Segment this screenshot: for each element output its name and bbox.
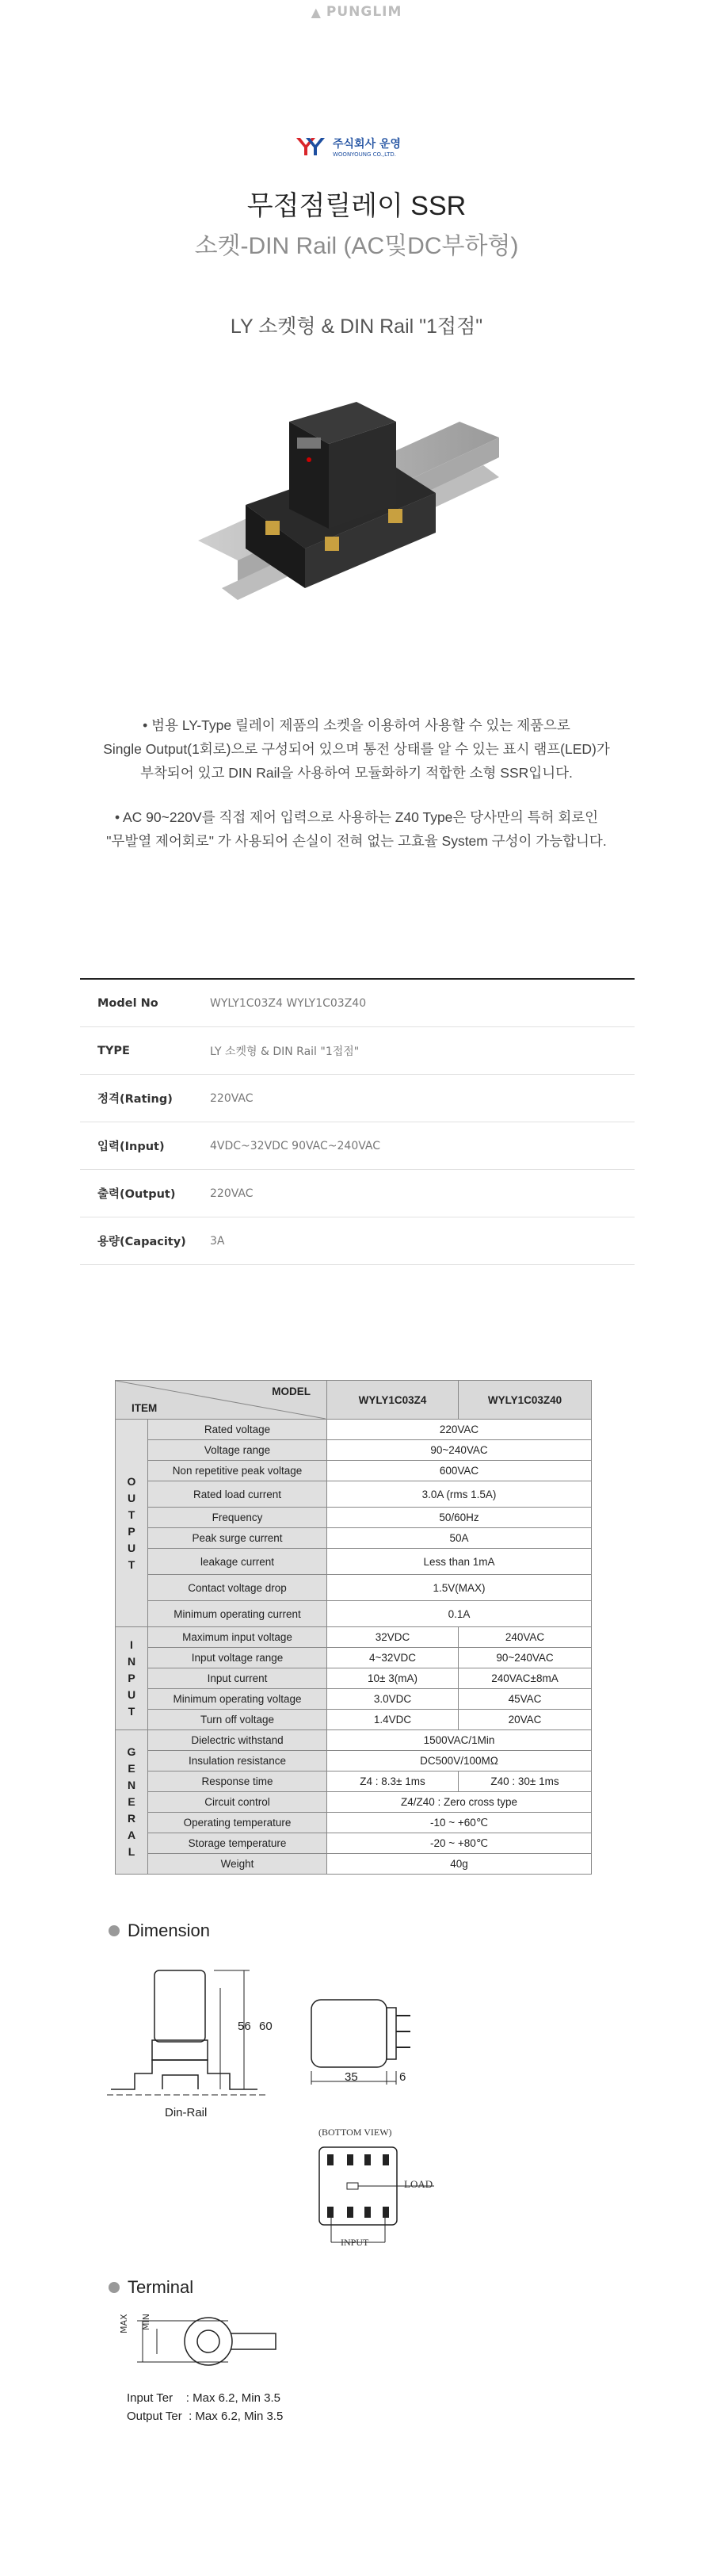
row-value: Z4 : 8.3± 1ms bbox=[327, 1771, 459, 1792]
brand-name: PUNGLIM bbox=[326, 4, 402, 20]
spec-value: WYLY1C03Z4 WYLY1C03Z40 bbox=[210, 996, 367, 1010]
row-value: 40g bbox=[327, 1854, 592, 1875]
row-label: Dielectric withstand bbox=[148, 1730, 327, 1751]
logo-english: WOONYOUNG CO.,LTD. bbox=[333, 151, 396, 158]
table-header-col1: WYLY1C03Z4 bbox=[327, 1381, 459, 1420]
product-heading: LY 소켓형 & DIN Rail "1접점" bbox=[230, 315, 483, 338]
bottom-view-drawing bbox=[315, 2143, 474, 2270]
row-label: Minimum operating voltage bbox=[148, 1689, 327, 1710]
description-line: 부착되어 있고 DIN Rail을 사용하여 모듈화하기 적합한 소형 SSR입니다. bbox=[140, 765, 573, 781]
spec-value: 3A bbox=[210, 1234, 225, 1248]
table-row bbox=[116, 1601, 592, 1627]
row-value: 0.1A bbox=[327, 1601, 592, 1627]
spec-value: 220VAC bbox=[210, 1091, 254, 1105]
row-label: Response time bbox=[148, 1771, 327, 1792]
logo-korean: 주식회사 운영 bbox=[333, 138, 402, 151]
description-line: • AC 90~220V를 직접 제어 입력으로 사용하는 Z40 Type은 당사만의 특허 회로인 bbox=[114, 809, 599, 825]
dimension-title: Dimension bbox=[128, 1921, 210, 1940]
input-label: INPUT bbox=[341, 2237, 369, 2248]
row-label: Contact voltage drop bbox=[148, 1575, 327, 1601]
row-value: -20 ~ +80℃ bbox=[327, 1833, 592, 1854]
table-row bbox=[116, 1461, 592, 1481]
table-row bbox=[116, 1833, 592, 1854]
spec-key: 정격(Rating) bbox=[97, 1093, 173, 1106]
row-value: Z40 : 30± 1ms bbox=[459, 1771, 592, 1792]
terminal-max-label: MAX bbox=[119, 2314, 129, 2333]
dim-w1-label: 35 bbox=[345, 2070, 358, 2084]
row-value: 240VAC bbox=[459, 1627, 592, 1648]
row-label: Insulation resistance bbox=[148, 1751, 327, 1771]
brand-icon: ▲ bbox=[311, 4, 322, 20]
dimension-section-title bbox=[109, 1921, 210, 1941]
table-row bbox=[116, 1549, 592, 1575]
bullet-dot-icon bbox=[109, 1925, 120, 1936]
brand-header bbox=[0, 0, 713, 24]
row-label: Voltage range bbox=[148, 1440, 327, 1461]
row-value: Z4/Z40 : Zero cross type bbox=[327, 1792, 592, 1813]
row-value: 50A bbox=[327, 1528, 592, 1549]
row-value: 20VAC bbox=[459, 1710, 592, 1730]
row-label: Weight bbox=[148, 1854, 327, 1875]
row-value: 50/60Hz bbox=[327, 1508, 592, 1528]
table-row bbox=[116, 1420, 592, 1440]
row-value: 4~32VDC bbox=[327, 1648, 459, 1668]
spec-row bbox=[80, 1217, 635, 1265]
bullet-dot-icon bbox=[109, 2282, 120, 2293]
table-row bbox=[116, 1440, 592, 1461]
terminal-drawing bbox=[125, 2307, 299, 2378]
row-value: 240VAC±8mA bbox=[459, 1668, 592, 1689]
table-row bbox=[116, 1627, 592, 1648]
row-value: 1500VAC/1Min bbox=[327, 1730, 592, 1751]
row-value: -10 ~ +60℃ bbox=[327, 1813, 592, 1833]
page-subtitle: 소켓-DIN Rail (AC및DC부하형) bbox=[194, 233, 519, 259]
spec-row bbox=[80, 1027, 635, 1075]
table-row bbox=[116, 1710, 592, 1730]
group-label-input: I N P U T bbox=[116, 1627, 148, 1730]
table-row bbox=[116, 1648, 592, 1668]
row-label: Circuit control bbox=[148, 1792, 327, 1813]
spec-row bbox=[80, 1122, 635, 1170]
description-line: "무발열 제어회로" 가 사용되어 손실이 전혀 없는 고효율 System 구성이 가능합니다. bbox=[106, 833, 607, 849]
table-row bbox=[116, 1792, 592, 1813]
row-value: 90~240VAC bbox=[459, 1648, 592, 1668]
row-value: 220VAC bbox=[327, 1420, 592, 1440]
terminal-section-title bbox=[109, 2277, 193, 2298]
table-row bbox=[116, 1813, 592, 1833]
table-row bbox=[116, 1854, 592, 1875]
row-label: Maximum input voltage bbox=[148, 1627, 327, 1648]
row-value: 10± 3(mA) bbox=[327, 1668, 459, 1689]
spec-key: 입력(Input) bbox=[97, 1141, 165, 1153]
table-row bbox=[116, 1481, 592, 1508]
row-value: 3.0VDC bbox=[327, 1689, 459, 1710]
description-line: Single Output(1회로)으로 구성되어 있으며 통전 상태를 알 수 있는 표시 램프(LED)가 bbox=[103, 741, 610, 757]
row-label: Non repetitive peak voltage bbox=[148, 1461, 327, 1481]
terminal-output-spec: Output Ter : Max 6.2, Min 3.5 bbox=[127, 2410, 284, 2423]
spec-row bbox=[80, 1075, 635, 1122]
spec-key: 용량(Capacity) bbox=[97, 1236, 186, 1248]
table-header-col2: WYLY1C03Z40 bbox=[459, 1381, 592, 1420]
spec-key: TYPE bbox=[97, 1044, 130, 1057]
row-value: 1.5V(MAX) bbox=[327, 1575, 592, 1601]
dim-h2-label: 60 bbox=[259, 2020, 273, 2033]
load-label: LOAD bbox=[404, 2178, 433, 2190]
terminal-title: Terminal bbox=[128, 2277, 194, 2297]
dim-h1-label: 56 bbox=[238, 2020, 251, 2033]
group-label-output: O U T P U T bbox=[116, 1420, 148, 1627]
header-model-label: MODEL bbox=[272, 1385, 311, 1397]
table-row bbox=[116, 1730, 592, 1751]
spec-row bbox=[80, 1170, 635, 1217]
table-row bbox=[116, 1771, 592, 1792]
description-paragraph-2 bbox=[0, 805, 713, 853]
row-value: 3.0A (rms 1.5A) bbox=[327, 1481, 592, 1508]
row-value: 90~240VAC bbox=[327, 1440, 592, 1461]
group-label-general: G E N E R A L bbox=[116, 1730, 148, 1875]
table-header-item-model bbox=[116, 1381, 327, 1420]
description-line: • 범용 LY-Type 릴레이 제품의 소켓을 이용하여 사용할 수 있는 제품으로 bbox=[143, 717, 570, 733]
terminal-input-spec: Input Ter : Max 6.2, Min 3.5 bbox=[127, 2391, 280, 2405]
spec-row bbox=[80, 980, 635, 1027]
description-paragraph-1 bbox=[0, 713, 713, 785]
row-label: Peak surge current bbox=[148, 1528, 327, 1549]
row-label: Operating temperature bbox=[148, 1813, 327, 1833]
spec-value: LY 소켓형 & DIN Rail "1접점" bbox=[210, 1045, 360, 1058]
spec-key: 출력(Output) bbox=[97, 1188, 176, 1201]
row-label: Rated load current bbox=[148, 1481, 327, 1508]
row-label: Storage temperature bbox=[148, 1833, 327, 1854]
table-row bbox=[116, 1689, 592, 1710]
row-label: Input voltage range bbox=[148, 1648, 327, 1668]
row-label: Minimum operating current bbox=[148, 1601, 327, 1627]
spec-list bbox=[80, 978, 635, 1265]
row-value: 600VAC bbox=[327, 1461, 592, 1481]
row-value: 32VDC bbox=[327, 1627, 459, 1648]
row-value: DC500V/100MΩ bbox=[327, 1751, 592, 1771]
header-item-label: ITEM bbox=[132, 1402, 158, 1414]
page-title: 무접점릴레이 SSR bbox=[246, 191, 467, 221]
spec-value: 220VAC bbox=[210, 1187, 254, 1200]
table-row bbox=[116, 1508, 592, 1528]
logo-mark-icon bbox=[295, 136, 326, 157]
company-logo bbox=[295, 133, 421, 160]
row-label: Input current bbox=[148, 1668, 327, 1689]
row-value: 1.4VDC bbox=[327, 1710, 459, 1730]
row-label: leakage current bbox=[148, 1549, 327, 1575]
row-value: 45VAC bbox=[459, 1689, 592, 1710]
table-row bbox=[116, 1751, 592, 1771]
spec-key: Model No bbox=[97, 996, 158, 1010]
din-rail-label: Din-Rail bbox=[165, 2106, 208, 2119]
spec-table bbox=[115, 1380, 592, 1875]
bottom-view-label: (BOTTOM VIEW) bbox=[318, 2127, 392, 2138]
product-image bbox=[198, 358, 515, 659]
row-label: Frequency bbox=[148, 1508, 327, 1528]
row-label: Rated voltage bbox=[148, 1420, 327, 1440]
front-view-drawing bbox=[307, 1996, 426, 2099]
side-view-drawing bbox=[103, 1964, 301, 2123]
terminal-min-label: MIN bbox=[141, 2314, 151, 2330]
row-label: Turn off voltage bbox=[148, 1710, 327, 1730]
table-row bbox=[116, 1668, 592, 1689]
dim-w2-label: 6 bbox=[399, 2070, 406, 2084]
table-row bbox=[116, 1575, 592, 1601]
spec-value: 4VDC~32VDC 90VAC~240VAC bbox=[210, 1139, 381, 1152]
table-row bbox=[116, 1528, 592, 1549]
row-value: Less than 1mA bbox=[327, 1549, 592, 1575]
